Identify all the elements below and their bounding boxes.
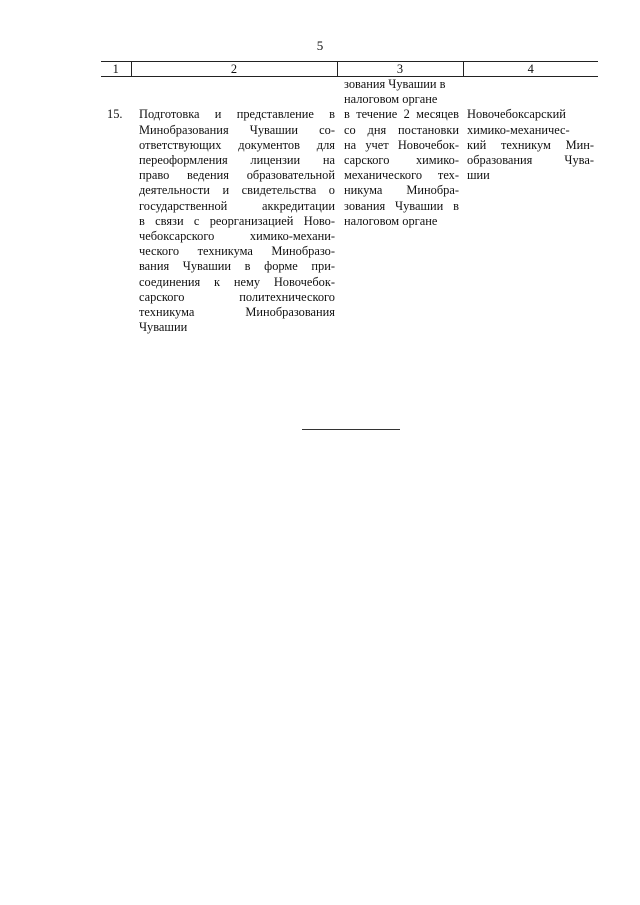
- text-line: деятельности и свидетельства о: [139, 183, 335, 198]
- text-line: Чувашии: [139, 320, 188, 335]
- text-line: зования Чувашии в: [344, 198, 459, 213]
- text-line: вания Чувашии в форме при-: [139, 259, 335, 274]
- table-header-row: [101, 62, 598, 77]
- text-line: образования Чува-: [467, 153, 594, 168]
- text-line: переоформления лицензии на: [139, 153, 335, 168]
- text-line: ческого техникума Минобразо-: [139, 244, 335, 259]
- continuation-cell-3: [337, 77, 463, 108]
- text-line: Подготовка и представление в: [139, 107, 335, 122]
- header-col-3: 3: [337, 62, 463, 77]
- text-line: налоговом органе: [344, 213, 438, 228]
- task-description-cell: [131, 107, 337, 335]
- row-number: 15.: [107, 107, 123, 122]
- text-line: кий техникум Мин-: [467, 137, 594, 152]
- text-line: сарского политехнического: [139, 289, 335, 304]
- continuation-cell-2: [131, 77, 337, 108]
- text-line: в связи с реорганизацией Ново-: [139, 213, 335, 228]
- text-line: со дня постановки: [344, 122, 459, 137]
- text-line: химико-механичес-: [467, 122, 570, 137]
- page-number: 5: [316, 38, 324, 53]
- continuation-row: [101, 77, 598, 108]
- text-line: ответствующих документов для: [139, 137, 335, 152]
- header-col-4: 4: [463, 62, 598, 77]
- text-line: сарского химико-: [344, 153, 459, 168]
- text-line: механического тех-: [344, 168, 459, 183]
- text-line: шии: [467, 168, 490, 183]
- text-line: налоговом органе: [344, 92, 438, 107]
- text-line: Новочебоксарский: [467, 107, 566, 122]
- deadline-cell: [337, 107, 463, 335]
- header-col-2: 2: [131, 62, 337, 77]
- end-of-document-rule: [302, 429, 400, 430]
- responsibility-table: [101, 61, 598, 335]
- text-line: никума Минобра-: [344, 183, 459, 198]
- text-line: Минобразования Чувашии со-: [139, 122, 335, 137]
- table-row: [101, 107, 598, 335]
- text-line: право ведения образовательной: [139, 168, 335, 183]
- continuation-cell-1: [101, 77, 131, 108]
- responsible-cell: [463, 107, 598, 335]
- text-line: государственной аккредитации: [139, 198, 335, 213]
- header-col-1: 1: [101, 62, 131, 77]
- text-line: зования Чувашии в: [344, 77, 446, 91]
- text-line: на учет Новочебок-: [344, 137, 459, 152]
- continuation-cell-4: [463, 77, 598, 108]
- text-line: чебоксарского химико-механи-: [139, 229, 335, 244]
- text-line: в течение 2 месяцев: [344, 107, 459, 122]
- text-line: соединения к нему Новочебок-: [139, 274, 335, 289]
- text-line: техникума Минобразования: [139, 305, 335, 320]
